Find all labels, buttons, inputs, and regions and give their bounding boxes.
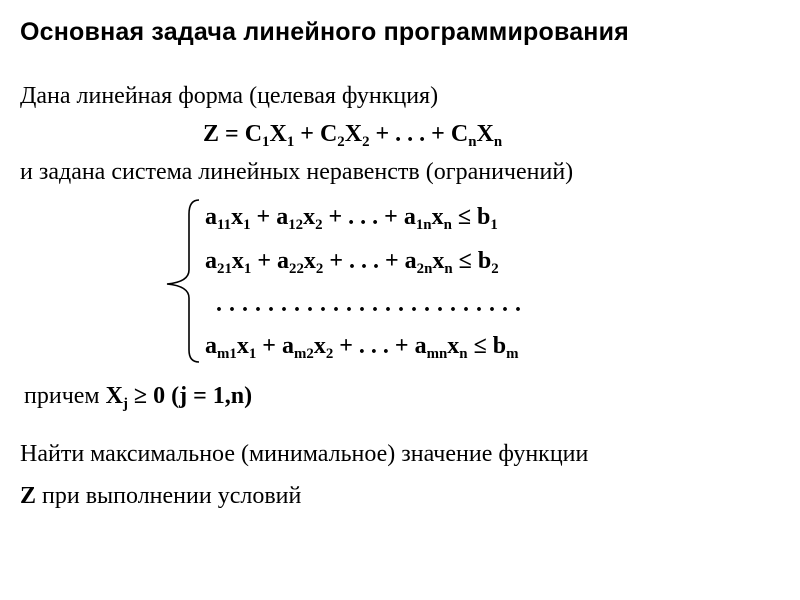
row2-a2-index: 22 [289,261,304,278]
row2-x2-index: 2 [315,261,324,278]
row2-a2: a [277,248,289,274]
objective-coef-2-index: 2 [337,134,345,151]
rowm-a1: a [205,333,217,359]
row2-x2: x [303,248,316,274]
row2-xn: x [432,248,445,274]
row2-an-index: 2n [416,261,433,278]
rowm-x2-index: 2 [325,346,334,363]
row1-a2-index: 12 [288,217,304,234]
row2-b: b [477,248,492,274]
rowm-ellipsis: + . . . + [333,333,415,359]
row2-a1: a [205,248,217,274]
row1-x2-index: 2 [315,217,323,234]
constraint-row-2 [205,248,499,278]
row1-x2: x [303,204,316,230]
objective-var-n: X [476,121,494,147]
row1-xn-index: n [443,217,452,234]
row1-b: b [477,204,491,230]
objective-coef-1-index: 1 [262,134,270,151]
row1-a1-index: 11 [217,217,232,234]
row1-x1-index: 1 [243,217,251,234]
objective-plus: + [294,121,320,147]
rowm-xn: x [447,333,460,359]
row1-a2: a [276,204,289,230]
objective-coef-2: C [319,121,338,147]
constraint-dots: . . . . . . . . . . . . . . . . . . . . . . . . [216,291,522,317]
objective-ellipsis: + . . . + [369,121,451,147]
objective-coef-n-index: n [468,134,477,151]
row2-a1-index: 21 [217,261,232,278]
system-intro-text: и задана система линейных неравенств (ограничений) [20,159,574,185]
nonneg-var: X [105,383,123,409]
objective-function [203,121,503,151]
objective-coef-1: C [244,121,263,147]
rowm-a1-index: m1 [217,346,237,363]
rowm-a2: a [281,333,294,359]
rowm-a2-index: m2 [293,346,314,363]
row2-an: a [404,248,417,274]
row1-xn: x [431,204,444,230]
rowm-xn-index: n [459,346,468,363]
objective-var-1-index: 1 [286,134,295,151]
row1-le: ≤ [451,204,478,230]
rowm-plus: + [256,333,282,359]
objective-lhs: Z = [203,121,245,147]
constraint-row-m [205,333,519,363]
row2-le: ≤ [452,248,478,274]
nonneg-rest: ≥ 0 (j = 1,n) [127,383,253,409]
system-brace [163,196,203,366]
row2-ellipsis: + . . . + [323,248,405,274]
row2-x1-index: 1 [243,261,252,278]
row1-plus: + [250,204,277,230]
row2-plus: + [251,248,277,274]
rowm-an: a [414,333,427,359]
rowm-le: ≤ [467,333,493,359]
nonneg-prefix: причем [24,383,106,409]
objective-coef-n: C [450,121,469,147]
objective-var-1: X [269,121,287,147]
task-line-1: Найти максимальное (минимальное) значение функции [20,441,589,467]
objective-var-n-index: n [493,134,503,151]
page-title: Основная задача линейного программирования [20,18,629,46]
row1-a1: a [205,204,217,230]
rowm-x2: x [313,333,326,359]
row1-x1: x [231,204,244,230]
constraint-row-1 [205,204,498,234]
rowm-an-index: mn [426,346,448,363]
row1-an: a [403,204,416,230]
row1-ellipsis: + . . . + [322,204,404,230]
rowm-b: b [492,333,507,359]
intro-text: Дана линейная форма (целевая функция) [20,83,439,109]
rowm-x1: x [236,333,249,359]
row2-x1: x [231,248,244,274]
objective-var-2-index: 2 [362,134,370,151]
task-line-2 [20,484,301,508]
rowm-b-index: m [506,346,519,363]
objective-var-2: X [344,121,363,147]
row2-b-index: 2 [491,261,499,278]
row1-b-index: 1 [490,217,498,234]
nonneg-var-index: j [122,396,128,413]
nonnegativity-condition [24,383,253,413]
row1-an-index: 1n [415,217,432,234]
rowm-x1-index: 1 [248,346,257,363]
task-z: Z [20,483,37,509]
task-line-2-rest: при выполнении условий [36,483,302,509]
row2-xn-index: n [444,261,453,278]
